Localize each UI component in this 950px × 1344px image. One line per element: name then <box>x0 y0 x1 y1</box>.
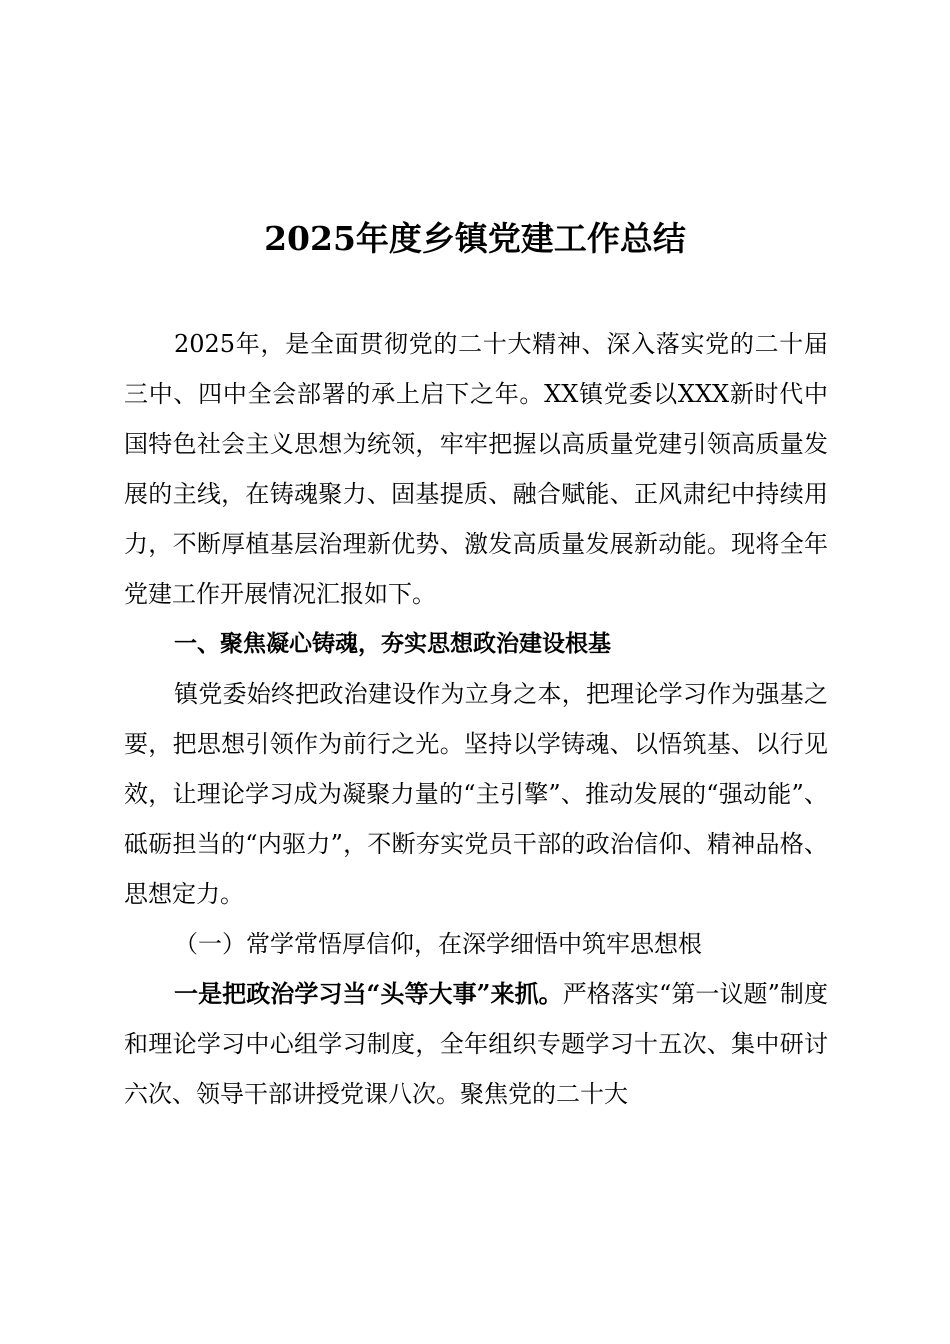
intro-paragraph: 2025年，是全面贯彻党的二十大精神、深入落实党的二十届三中、四中全会部署的承上启下之年。XX镇党委以XXX新时代中国特色社会主义思想为统领，牢牢把握以高质量党建引领高质量发展的主线，在铸魂聚力、固基提质、融合赋能、正风肃纪中持续用力，不断厚植基层治理新优势、激发高质量发展新动能。现将全年党建工作开展情况汇报如下。 <box>124 330 828 608</box>
section-heading: 一、聚焦凝心铸魂，夯实思想政治建设根基 <box>174 631 611 657</box>
point-paragraph <box>124 969 828 1119</box>
document-body <box>124 319 828 1119</box>
point-lead: 一是把政治学习当“头等大事”来抓。 <box>174 979 563 1008</box>
document-title: 2025年度乡镇党建工作总结 <box>264 219 686 258</box>
section-paragraph: 镇党委始终把政治建设作为立身之本，把理论学习作为强基之要，把思想引领作为前行之光。坚持以学铸魂、以悟筑基、以行见效，让理论学习成为凝聚力量的“主引擎”、推动发展的“强动能”、砥砺担当的“内驱力”，不断夯实党员干部的政治信仰、精神品格、思想定力。 <box>124 680 828 908</box>
subsection-heading: （一）常学常悟厚信仰，在深学细悟中筑牢思想根 <box>174 930 702 958</box>
point-text: 严格落实“第一议题”制度和理论学习中心组学习制度，全年组织专题学习十五次、集中研讨六次、领导干部讲授党课八次。聚焦党的二十大 <box>124 980 828 1108</box>
